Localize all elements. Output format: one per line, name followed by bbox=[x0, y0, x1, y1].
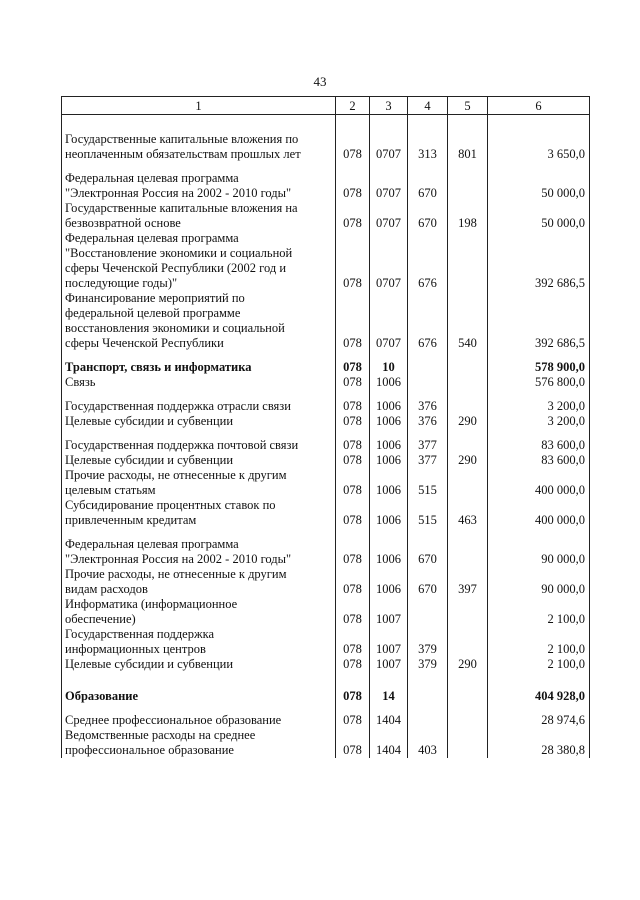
item-name-line: Федеральная целевая программа bbox=[65, 171, 239, 185]
spacer-cell bbox=[448, 390, 488, 399]
ministry-code-cell: 078 bbox=[336, 537, 370, 567]
amount-cell: 3 200,0 bbox=[488, 399, 590, 414]
section-code-cell: 1006 bbox=[370, 375, 408, 390]
spacer-cell bbox=[336, 672, 370, 689]
amount-cell: 83 600,0 bbox=[488, 453, 590, 468]
ministry-code-cell: 078 bbox=[336, 399, 370, 414]
amount-cell: 90 000,0 bbox=[488, 567, 590, 597]
section-code-cell: 0707 bbox=[370, 201, 408, 231]
table-row bbox=[62, 657, 590, 672]
item-name-line: привлеченным кредитам bbox=[65, 513, 197, 527]
expense-type-cell: 198 bbox=[448, 201, 488, 231]
expense-type-cell bbox=[448, 597, 488, 627]
column-header: 4 bbox=[408, 97, 448, 115]
column-header: 2 bbox=[336, 97, 370, 115]
table-row bbox=[62, 453, 590, 468]
item-name-cell bbox=[62, 438, 336, 453]
expense-type-cell: 801 bbox=[448, 132, 488, 162]
item-name-cell bbox=[62, 453, 336, 468]
item-name-line: Федеральная целевая программа bbox=[65, 231, 239, 245]
spacer-cell bbox=[370, 704, 408, 713]
expense-type-cell bbox=[448, 399, 488, 414]
item-name-line: профессиональное образование bbox=[65, 743, 234, 757]
spacer-cell bbox=[488, 115, 590, 133]
section-code-cell: 0707 bbox=[370, 231, 408, 291]
spacer-cell bbox=[370, 115, 408, 133]
spacer-cell bbox=[62, 115, 336, 133]
ministry-code-cell: 078 bbox=[336, 468, 370, 498]
table-spacer-row bbox=[62, 351, 590, 360]
ministry-code-cell: 078 bbox=[336, 689, 370, 704]
amount-cell: 28 974,6 bbox=[488, 713, 590, 728]
item-name-line: последующие годы)" bbox=[65, 276, 178, 290]
item-name-cell bbox=[62, 498, 336, 528]
item-name-cell bbox=[62, 567, 336, 597]
item-name-cell bbox=[62, 657, 336, 672]
expense-type-cell bbox=[448, 468, 488, 498]
target-item-cell: 670 bbox=[408, 537, 448, 567]
item-name-line: Целевые субсидии и субвенции bbox=[65, 657, 234, 671]
item-name-line: Государственные капитальные вложения по bbox=[65, 132, 299, 146]
ministry-code-cell: 078 bbox=[336, 453, 370, 468]
item-name-line: Государственная поддержка bbox=[65, 627, 215, 641]
spacer-cell bbox=[336, 429, 370, 438]
spacer-cell bbox=[408, 390, 448, 399]
section-code-cell: 1007 bbox=[370, 627, 408, 657]
table-row bbox=[62, 291, 590, 351]
section-code-cell: 1006 bbox=[370, 453, 408, 468]
section-code-cell: 1006 bbox=[370, 567, 408, 597]
section-code-cell: 1006 bbox=[370, 537, 408, 567]
spacer-cell bbox=[488, 390, 590, 399]
spacer-cell bbox=[336, 390, 370, 399]
section-code-cell: 1006 bbox=[370, 498, 408, 528]
target-item-cell: 376 bbox=[408, 414, 448, 429]
item-name-line: "Восстановление экономики и социальной bbox=[65, 246, 293, 260]
item-name-line: Целевые субсидии и субвенции bbox=[65, 453, 234, 467]
target-item-cell bbox=[408, 360, 448, 375]
item-name-line: сферы Чеченской Республики (2002 год и bbox=[65, 261, 287, 275]
ministry-code-cell: 078 bbox=[336, 201, 370, 231]
item-name-line: Федеральная целевая программа bbox=[65, 537, 239, 551]
section-code-cell: 1006 bbox=[370, 414, 408, 429]
item-name-cell bbox=[62, 689, 336, 704]
table-row bbox=[62, 201, 590, 231]
ministry-code-cell: 078 bbox=[336, 567, 370, 597]
table-spacer-row bbox=[62, 429, 590, 438]
table-spacer-row bbox=[62, 528, 590, 537]
item-name-cell bbox=[62, 597, 336, 627]
table-row bbox=[62, 498, 590, 528]
spacer-cell bbox=[370, 162, 408, 171]
item-name-line: Государственные капитальные вложения на bbox=[65, 201, 298, 215]
expense-type-cell: 290 bbox=[448, 453, 488, 468]
table-row bbox=[62, 689, 590, 704]
spacer-cell bbox=[62, 704, 336, 713]
spacer-cell bbox=[408, 672, 448, 689]
column-header: 5 bbox=[448, 97, 488, 115]
item-name-cell bbox=[62, 360, 336, 375]
table-body bbox=[62, 115, 590, 759]
spacer-cell bbox=[336, 115, 370, 133]
target-item-cell: 376 bbox=[408, 399, 448, 414]
amount-cell: 400 000,0 bbox=[488, 498, 590, 528]
target-item-cell bbox=[408, 713, 448, 728]
expense-type-cell bbox=[448, 689, 488, 704]
spacer-cell bbox=[408, 162, 448, 171]
table-row bbox=[62, 713, 590, 728]
item-name-line: Государственная поддержка отрасли связи bbox=[65, 399, 291, 413]
item-name-line: восстановления экономики и социальной bbox=[65, 321, 285, 335]
budget-table bbox=[61, 96, 590, 758]
spacer-cell bbox=[448, 528, 488, 537]
ministry-code-cell: 078 bbox=[336, 231, 370, 291]
item-name-cell bbox=[62, 132, 336, 162]
section-code-cell: 1006 bbox=[370, 468, 408, 498]
item-name-cell bbox=[62, 375, 336, 390]
ministry-code-cell: 078 bbox=[336, 728, 370, 758]
spacer-cell bbox=[62, 390, 336, 399]
amount-cell: 392 686,5 bbox=[488, 231, 590, 291]
item-name-cell bbox=[62, 728, 336, 758]
item-name-cell bbox=[62, 713, 336, 728]
target-item-cell: 670 bbox=[408, 201, 448, 231]
section-code-cell: 14 bbox=[370, 689, 408, 704]
section-code-cell: 1404 bbox=[370, 713, 408, 728]
spacer-cell bbox=[336, 528, 370, 537]
expense-type-cell: 463 bbox=[448, 498, 488, 528]
spacer-cell bbox=[370, 429, 408, 438]
item-name-cell bbox=[62, 399, 336, 414]
table-row bbox=[62, 468, 590, 498]
item-name-line: "Электронная Россия на 2002 - 2010 годы" bbox=[65, 186, 292, 200]
table-spacer-row bbox=[62, 115, 590, 133]
spacer-cell bbox=[370, 351, 408, 360]
item-name-line: Образование bbox=[65, 689, 139, 703]
spacer-cell bbox=[370, 528, 408, 537]
amount-cell: 90 000,0 bbox=[488, 537, 590, 567]
spacer-cell bbox=[488, 528, 590, 537]
section-code-cell: 0707 bbox=[370, 132, 408, 162]
target-item-cell: 377 bbox=[408, 438, 448, 453]
table-spacer-row bbox=[62, 672, 590, 689]
item-name-line: Финансирование мероприятий по bbox=[65, 291, 245, 305]
page-number: 43 bbox=[313, 74, 327, 89]
column-header: 1 bbox=[62, 97, 336, 115]
target-item-cell bbox=[408, 597, 448, 627]
spacer-cell bbox=[408, 429, 448, 438]
item-name-line: Прочие расходы, не отнесенные к другим bbox=[65, 567, 287, 581]
spacer-cell bbox=[62, 528, 336, 537]
amount-cell: 28 380,8 bbox=[488, 728, 590, 758]
section-code-cell: 0707 bbox=[370, 291, 408, 351]
table-row bbox=[62, 132, 590, 162]
spacer-cell bbox=[448, 351, 488, 360]
ministry-code-cell: 078 bbox=[336, 291, 370, 351]
item-name-line: целевым статьям bbox=[65, 483, 156, 497]
table-spacer-row bbox=[62, 704, 590, 713]
spacer-cell bbox=[488, 704, 590, 713]
expense-type-cell: 290 bbox=[448, 657, 488, 672]
target-item-cell: 515 bbox=[408, 468, 448, 498]
target-item-cell: 515 bbox=[408, 498, 448, 528]
spacer-cell bbox=[62, 351, 336, 360]
spacer-cell bbox=[336, 162, 370, 171]
table-row bbox=[62, 171, 590, 201]
amount-cell: 3 650,0 bbox=[488, 132, 590, 162]
expense-type-cell: 540 bbox=[448, 291, 488, 351]
spacer-cell bbox=[488, 672, 590, 689]
spacer-cell bbox=[448, 429, 488, 438]
table-row bbox=[62, 567, 590, 597]
spacer-cell bbox=[370, 390, 408, 399]
section-code-cell: 0707 bbox=[370, 171, 408, 201]
item-name-cell bbox=[62, 537, 336, 567]
ministry-code-cell: 078 bbox=[336, 597, 370, 627]
table-row bbox=[62, 399, 590, 414]
amount-cell: 83 600,0 bbox=[488, 438, 590, 453]
ministry-code-cell: 078 bbox=[336, 498, 370, 528]
table-header-row bbox=[62, 97, 590, 115]
section-code-cell: 1006 bbox=[370, 438, 408, 453]
expense-type-cell bbox=[448, 171, 488, 201]
target-item-cell: 676 bbox=[408, 291, 448, 351]
ministry-code-cell: 078 bbox=[336, 657, 370, 672]
section-code-cell: 1007 bbox=[370, 657, 408, 672]
ministry-code-cell: 078 bbox=[336, 171, 370, 201]
item-name-line: Ведомственные расходы на среднее bbox=[65, 728, 256, 742]
item-name-cell bbox=[62, 231, 336, 291]
expense-type-cell bbox=[448, 231, 488, 291]
amount-cell: 404 928,0 bbox=[488, 689, 590, 704]
expense-type-cell: 290 bbox=[448, 414, 488, 429]
item-name-cell bbox=[62, 171, 336, 201]
item-name-line: сферы Чеченской Республики bbox=[65, 336, 224, 350]
amount-cell: 50 000,0 bbox=[488, 201, 590, 231]
spacer-cell bbox=[448, 704, 488, 713]
table-row bbox=[62, 597, 590, 627]
item-name-line: безвозвратной основе bbox=[65, 216, 181, 230]
item-name-line: информационных центров bbox=[65, 642, 206, 656]
item-name-line: Субсидирование процентных ставок по bbox=[65, 498, 276, 512]
amount-cell: 578 900,0 bbox=[488, 360, 590, 375]
item-name-line: "Электронная Россия на 2002 - 2010 годы" bbox=[65, 552, 292, 566]
item-name-line: неоплаченным обязательствам прошлых лет bbox=[65, 147, 301, 161]
table-row bbox=[62, 231, 590, 291]
expense-type-cell: 397 bbox=[448, 567, 488, 597]
target-item-cell: 379 bbox=[408, 657, 448, 672]
target-item-cell: 377 bbox=[408, 453, 448, 468]
target-item-cell bbox=[408, 689, 448, 704]
spacer-cell bbox=[488, 429, 590, 438]
spacer-cell bbox=[448, 672, 488, 689]
item-name-cell bbox=[62, 414, 336, 429]
table-row bbox=[62, 537, 590, 567]
spacer-cell bbox=[488, 162, 590, 171]
spacer-cell bbox=[62, 672, 336, 689]
spacer-cell bbox=[408, 704, 448, 713]
spacer-cell bbox=[408, 528, 448, 537]
section-code-cell: 10 bbox=[370, 360, 408, 375]
section-code-cell: 1404 bbox=[370, 728, 408, 758]
expense-type-cell bbox=[448, 375, 488, 390]
spacer-cell bbox=[370, 672, 408, 689]
item-name-line: Связь bbox=[65, 375, 96, 389]
amount-cell: 2 100,0 bbox=[488, 597, 590, 627]
item-name-cell bbox=[62, 627, 336, 657]
section-code-cell: 1006 bbox=[370, 399, 408, 414]
item-name-line: Информатика (информационное bbox=[65, 597, 238, 611]
expense-type-cell bbox=[448, 438, 488, 453]
item-name-line: Транспорт, связь и информатика bbox=[65, 360, 252, 374]
expense-type-cell bbox=[448, 627, 488, 657]
spacer-cell bbox=[62, 162, 336, 171]
amount-cell: 2 100,0 bbox=[488, 657, 590, 672]
table-row bbox=[62, 375, 590, 390]
table-spacer-row bbox=[62, 162, 590, 171]
ministry-code-cell: 078 bbox=[336, 360, 370, 375]
target-item-cell: 670 bbox=[408, 567, 448, 597]
spacer-cell bbox=[336, 351, 370, 360]
table-row bbox=[62, 414, 590, 429]
expense-type-cell bbox=[448, 728, 488, 758]
column-header: 3 bbox=[370, 97, 408, 115]
item-name-line: видам расходов bbox=[65, 582, 148, 596]
expense-type-cell bbox=[448, 713, 488, 728]
item-name-cell bbox=[62, 291, 336, 351]
item-name-line: Прочие расходы, не отнесенные к другим bbox=[65, 468, 287, 482]
spacer-cell bbox=[408, 115, 448, 133]
spacer-cell bbox=[408, 351, 448, 360]
column-header: 6 bbox=[488, 97, 590, 115]
item-name-line: федеральной целевой программе bbox=[65, 306, 241, 320]
target-item-cell: 403 bbox=[408, 728, 448, 758]
ministry-code-cell: 078 bbox=[336, 375, 370, 390]
target-item-cell: 670 bbox=[408, 171, 448, 201]
table-spacer-row bbox=[62, 390, 590, 399]
target-item-cell bbox=[408, 375, 448, 390]
table-row bbox=[62, 728, 590, 758]
item-name-line: Целевые субсидии и субвенции bbox=[65, 414, 234, 428]
expense-type-cell bbox=[448, 360, 488, 375]
item-name-line: Среднее профессиональное образование bbox=[65, 713, 282, 727]
item-name-line: Государственная поддержка почтовой связи bbox=[65, 438, 299, 452]
table-row bbox=[62, 360, 590, 375]
spacer-cell bbox=[448, 115, 488, 133]
amount-cell: 2 100,0 bbox=[488, 627, 590, 657]
expense-type-cell bbox=[448, 537, 488, 567]
table-row bbox=[62, 627, 590, 657]
spacer-cell bbox=[488, 351, 590, 360]
amount-cell: 3 200,0 bbox=[488, 414, 590, 429]
amount-cell: 576 800,0 bbox=[488, 375, 590, 390]
amount-cell: 50 000,0 bbox=[488, 171, 590, 201]
item-name-cell bbox=[62, 468, 336, 498]
amount-cell: 392 686,5 bbox=[488, 291, 590, 351]
table-row bbox=[62, 438, 590, 453]
ministry-code-cell: 078 bbox=[336, 438, 370, 453]
target-item-cell: 313 bbox=[408, 132, 448, 162]
ministry-code-cell: 078 bbox=[336, 713, 370, 728]
target-item-cell: 676 bbox=[408, 231, 448, 291]
item-name-line: обеспечение) bbox=[65, 612, 136, 626]
section-code-cell: 1007 bbox=[370, 597, 408, 627]
ministry-code-cell: 078 bbox=[336, 414, 370, 429]
spacer-cell bbox=[336, 704, 370, 713]
spacer-cell bbox=[62, 429, 336, 438]
target-item-cell: 379 bbox=[408, 627, 448, 657]
amount-cell: 400 000,0 bbox=[488, 468, 590, 498]
ministry-code-cell: 078 bbox=[336, 627, 370, 657]
ministry-code-cell: 078 bbox=[336, 132, 370, 162]
spacer-cell bbox=[448, 162, 488, 171]
item-name-cell bbox=[62, 201, 336, 231]
